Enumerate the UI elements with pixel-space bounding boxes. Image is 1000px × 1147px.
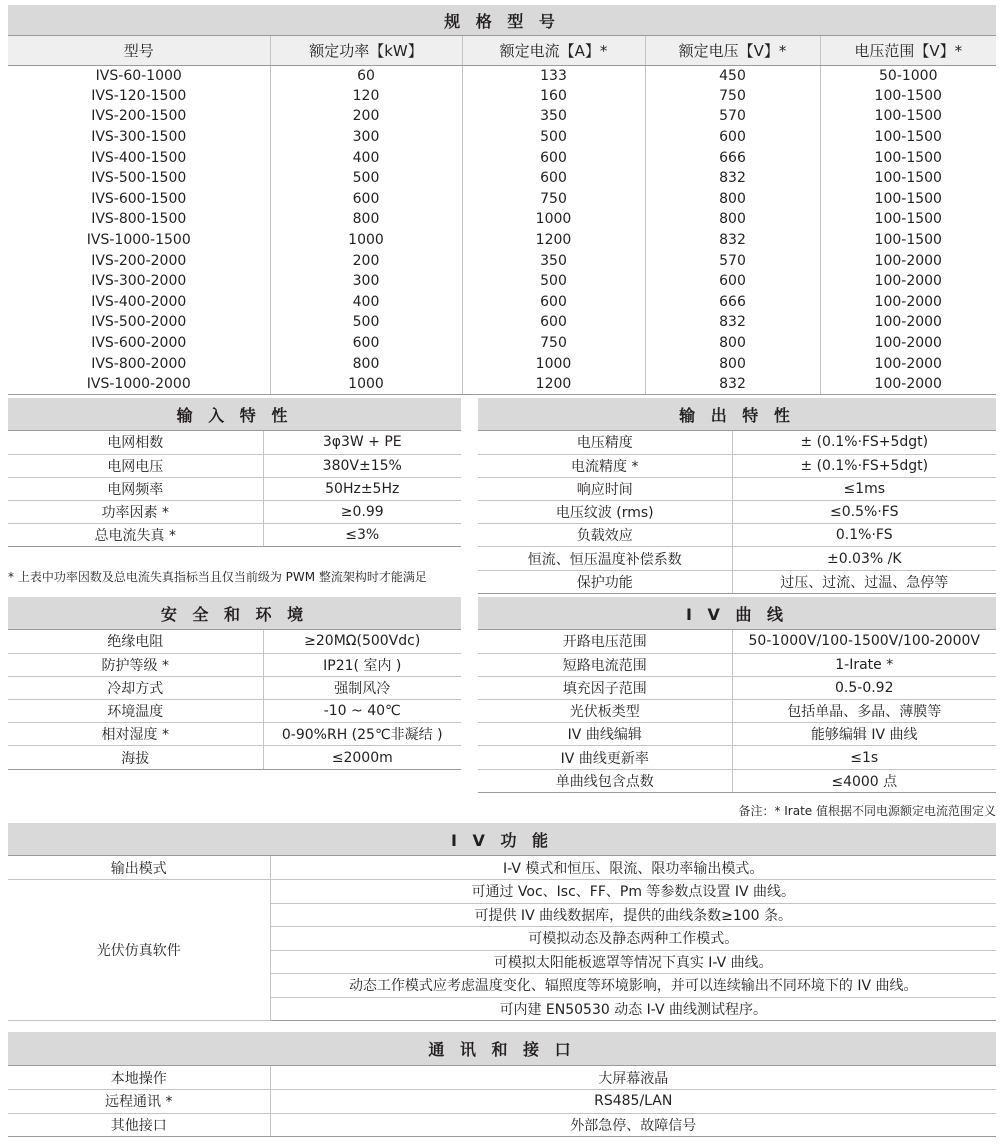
spec-table xyxy=(8,36,996,395)
table-row xyxy=(478,431,996,454)
table-cell: 832 xyxy=(645,230,820,251)
row-label: 响应时间 xyxy=(478,477,732,500)
safety-table xyxy=(8,630,461,770)
row-value: RS485/LAN xyxy=(270,1090,996,1114)
row-value: ± (0.1%·FS+5dgt) xyxy=(732,431,996,454)
row-label: 电网相数 xyxy=(8,431,263,454)
table-cell: 800 xyxy=(645,189,820,210)
output-mode-value: I-V 模式和恒压、限流、限功率输出模式。 xyxy=(270,856,996,880)
row-label: 远程通讯 * xyxy=(8,1090,270,1114)
input-title: 输 入 特 性 xyxy=(8,398,461,431)
table-cell: 750 xyxy=(462,333,645,354)
output-section xyxy=(478,398,996,594)
column-header: 电压范围【V】* xyxy=(820,36,996,65)
table-cell: 50-1000 xyxy=(820,65,996,86)
table-row xyxy=(478,769,996,792)
table-cell: 500 xyxy=(462,127,645,148)
input-note: * 上表中功率因数及总电流失真指标当且仅当前级为 PWM 整流架构时才能满足 xyxy=(8,570,427,584)
table-cell: 750 xyxy=(645,86,820,107)
table-cell: 570 xyxy=(645,106,820,127)
table-row xyxy=(478,570,996,593)
row-value: 3φ3W + PE xyxy=(263,431,461,454)
safety-section xyxy=(8,597,461,770)
iv-curve-title: I V 曲 线 xyxy=(478,597,996,630)
table-cell: 500 xyxy=(270,312,462,333)
column-header: 型号 xyxy=(8,36,270,65)
table-row xyxy=(8,856,996,880)
table-cell: 200 xyxy=(270,250,462,271)
row-label: 其他接口 xyxy=(8,1113,270,1137)
table-cell: 100-1500 xyxy=(820,127,996,148)
row-value: ≤3% xyxy=(263,524,461,547)
table-cell: IVS-600-2000 xyxy=(91,335,187,352)
table-cell: 100-2000 xyxy=(820,250,996,271)
table-cell: 100-1500 xyxy=(820,189,996,210)
row-value: 1-Irate * xyxy=(732,653,996,676)
row-value: ≤4000 点 xyxy=(732,769,996,792)
table-cell: IVS-1000-1500 xyxy=(86,232,191,249)
row-label: 电网电压 xyxy=(8,454,263,477)
table-cell: 600 xyxy=(645,127,820,148)
table-row xyxy=(478,723,996,746)
row-label: 保护功能 xyxy=(478,570,732,593)
table-cell: IVS-200-1500 xyxy=(91,108,187,125)
table-cell: 1000 xyxy=(462,353,645,374)
row-value: 380V±15% xyxy=(263,454,461,477)
table-row xyxy=(478,700,996,723)
row-label: 防护等级 * xyxy=(8,653,263,676)
row-label: 总电流失真 * xyxy=(8,524,263,547)
row-label: 恒流、恒压温度补偿系数 xyxy=(478,547,732,570)
row-value: ≤0.5%·FS xyxy=(732,501,996,524)
pv-software-label: 光伏仿真软件 xyxy=(8,880,270,1021)
table-row xyxy=(8,880,996,904)
table-cell: 600 xyxy=(270,189,462,210)
table-row xyxy=(8,1113,996,1137)
comm-title: 通 讯 和 接 口 xyxy=(8,1032,996,1066)
row-value: ≥0.99 xyxy=(263,501,461,524)
table-row xyxy=(8,209,996,230)
row-value: ≥20MΩ(500Vdc) xyxy=(263,630,461,653)
table-cell: IVS-800-2000 xyxy=(91,355,187,372)
table-row xyxy=(8,630,461,653)
row-label: IV 曲线编辑 xyxy=(478,723,732,746)
table-row xyxy=(8,1090,996,1114)
table-cell: IVS-500-2000 xyxy=(91,314,187,331)
row-label: 相对湿度 * xyxy=(8,723,263,746)
row-label: 电压纹波 (rms) xyxy=(478,501,732,524)
table-row xyxy=(8,501,461,524)
table-row xyxy=(8,312,996,333)
row-label: 光伏板类型 xyxy=(478,700,732,723)
table-row xyxy=(8,250,996,271)
row-label: 短路电流范围 xyxy=(478,653,732,676)
table-row xyxy=(8,676,461,699)
row-value: ≤2000m xyxy=(263,746,461,769)
pv-feature-item: 可提供 IV 曲线数据库，提供的曲线条数≥100 条。 xyxy=(270,903,996,927)
table-cell: 400 xyxy=(270,292,462,313)
table-cell: 800 xyxy=(645,209,820,230)
output-mode-label: 输出模式 xyxy=(8,856,270,880)
iv-curve-note: 备注：* Irate 值根据不同电源额定电流范围定义 xyxy=(738,804,996,818)
spec-section xyxy=(8,5,996,395)
pv-feature-item: 动态工作模式应考虑温度变化、辐照度等环境影响，并可以连续输出不同环境下的 IV 曲线。 xyxy=(270,974,996,998)
table-cell: 500 xyxy=(270,168,462,189)
table-cell: 600 xyxy=(462,292,645,313)
row-value: ±0.03% /K xyxy=(732,547,996,570)
safety-title: 安 全 和 环 境 xyxy=(8,597,461,630)
row-label: 绝缘电阻 xyxy=(8,630,263,653)
row-label: 冷却方式 xyxy=(8,676,263,699)
table-cell: 666 xyxy=(645,147,820,168)
row-value: 强制风冷 xyxy=(263,676,461,699)
table-cell: 100-2000 xyxy=(820,353,996,374)
table-row xyxy=(8,477,461,500)
table-cell: 832 xyxy=(645,374,820,395)
table-row xyxy=(8,106,996,127)
table-cell: 133 xyxy=(462,65,645,86)
table-cell: 600 xyxy=(462,312,645,333)
iv-curve-section xyxy=(478,597,996,793)
row-value: ± (0.1%·FS+5dgt) xyxy=(732,454,996,477)
iv-function-section xyxy=(8,823,996,1021)
row-label: 负载效应 xyxy=(478,524,732,547)
table-row xyxy=(478,746,996,769)
row-label: 单曲线包含点数 xyxy=(478,769,732,792)
pv-feature-item: 可通过 Voc、Isc、FF、Pm 等参数点设置 IV 曲线。 xyxy=(270,880,996,904)
table-cell: 100-2000 xyxy=(820,333,996,354)
table-cell: IVS-400-1500 xyxy=(91,149,187,166)
table-cell: 300 xyxy=(270,271,462,292)
table-cell: 800 xyxy=(270,209,462,230)
row-value: ≤1ms xyxy=(732,477,996,500)
table-row xyxy=(8,230,996,251)
table-row xyxy=(478,547,996,570)
table-row xyxy=(8,333,996,354)
table-cell: 100-1500 xyxy=(820,106,996,127)
table-cell: 600 xyxy=(462,147,645,168)
table-cell: 120 xyxy=(270,86,462,107)
row-label: 环境温度 xyxy=(8,700,263,723)
table-cell: 350 xyxy=(462,106,645,127)
table-row xyxy=(8,454,461,477)
table-cell: 1200 xyxy=(462,230,645,251)
table-row xyxy=(8,431,461,454)
table-row xyxy=(8,374,996,395)
row-value: 包括单晶、多晶、薄膜等 xyxy=(732,700,996,723)
iv-curve-table xyxy=(478,630,996,793)
table-cell: 832 xyxy=(645,312,820,333)
iv-function-title: I V 功 能 xyxy=(8,823,996,856)
table-cell: 800 xyxy=(645,353,820,374)
row-value: ≤1s xyxy=(732,746,996,769)
table-row xyxy=(8,524,461,547)
table-cell: 450 xyxy=(645,65,820,86)
row-label: 开路电压范围 xyxy=(478,630,732,653)
row-value: 0.1%·FS xyxy=(732,524,996,547)
table-cell: 60 xyxy=(270,65,462,86)
input-section xyxy=(8,398,461,547)
table-row xyxy=(8,189,996,210)
table-cell: 570 xyxy=(645,250,820,271)
table-cell: 200 xyxy=(270,106,462,127)
table-row xyxy=(478,524,996,547)
table-cell: 500 xyxy=(462,271,645,292)
table-cell: 1000 xyxy=(462,209,645,230)
table-cell: IVS-400-2000 xyxy=(91,293,187,310)
row-value: 大屏幕液晶 xyxy=(270,1066,996,1090)
row-value: 50-1000V/100-1500V/100-2000V xyxy=(732,630,996,653)
table-cell: 1000 xyxy=(270,230,462,251)
row-label: 电压精度 xyxy=(478,431,732,454)
table-cell: 600 xyxy=(645,271,820,292)
table-cell: 100-1500 xyxy=(820,230,996,251)
row-label: 本地操作 xyxy=(8,1066,270,1090)
pv-feature-item: 可内建 EN50530 动态 I-V 曲线测试程序。 xyxy=(270,997,996,1021)
table-cell: 832 xyxy=(645,168,820,189)
comm-section xyxy=(8,1032,996,1137)
table-cell: 600 xyxy=(462,168,645,189)
output-table xyxy=(478,431,996,594)
iv-function-table xyxy=(8,856,996,1021)
table-cell: 1000 xyxy=(270,374,462,395)
row-value: 0.5-0.92 xyxy=(732,676,996,699)
table-cell: 1200 xyxy=(462,374,645,395)
table-row xyxy=(478,454,996,477)
table-cell: IVS-1000-2000 xyxy=(8,374,270,395)
table-row xyxy=(478,501,996,524)
pv-feature-item: 可模拟太阳能板遮罩等情况下真实 I-V 曲线。 xyxy=(270,950,996,974)
table-cell: 100-1500 xyxy=(820,209,996,230)
row-value: 外部急停、故障信号 xyxy=(270,1113,996,1137)
table-cell: 100-2000 xyxy=(820,312,996,333)
table-cell: 600 xyxy=(270,333,462,354)
table-row xyxy=(478,676,996,699)
row-label: 电流精度 * xyxy=(478,454,732,477)
table-row xyxy=(478,477,996,500)
row-value: 0-90%RH (25℃非凝结 ) xyxy=(263,723,461,746)
row-value: IP21( 室内 ) xyxy=(263,653,461,676)
table-row xyxy=(8,746,461,769)
table-cell: IVS-500-1500 xyxy=(91,170,187,187)
row-label: IV 曲线更新率 xyxy=(478,746,732,769)
table-cell: 300 xyxy=(270,127,462,148)
table-cell: 666 xyxy=(645,292,820,313)
table-cell: 100-2000 xyxy=(820,271,996,292)
table-cell: 800 xyxy=(270,353,462,374)
table-row xyxy=(8,292,996,313)
table-cell: 100-1500 xyxy=(820,168,996,189)
table-cell: 100-2000 xyxy=(820,374,996,395)
table-cell: IVS-300-1500 xyxy=(91,129,187,146)
column-header: 额定功率【kW】 xyxy=(270,36,462,65)
table-cell: 800 xyxy=(645,333,820,354)
table-cell: 100-1500 xyxy=(820,86,996,107)
table-cell: 160 xyxy=(462,86,645,107)
comm-table xyxy=(8,1066,996,1137)
row-label: 电网频率 xyxy=(8,477,263,500)
table-cell: 750 xyxy=(462,189,645,210)
table-cell: 100-2000 xyxy=(820,292,996,313)
output-title: 输 出 特 性 xyxy=(478,398,996,431)
table-cell: IVS-200-2000 xyxy=(91,252,187,269)
table-row xyxy=(8,65,996,86)
table-cell: 100-1500 xyxy=(820,147,996,168)
row-label: 功率因素 * xyxy=(8,501,263,524)
row-value: -10 ~ 40℃ xyxy=(263,700,461,723)
table-cell: 350 xyxy=(462,250,645,271)
table-row xyxy=(478,630,996,653)
row-label: 填充因子范围 xyxy=(478,676,732,699)
table-row xyxy=(8,271,996,292)
table-row xyxy=(8,1066,996,1090)
row-value: 能够编辑 IV 曲线 xyxy=(732,723,996,746)
column-header: 额定电流【A】* xyxy=(462,36,645,65)
input-table xyxy=(8,431,461,547)
table-row xyxy=(8,127,996,148)
table-cell: IVS-120-1500 xyxy=(91,87,187,104)
table-cell: IVS-300-2000 xyxy=(91,273,187,290)
table-row xyxy=(8,147,996,168)
row-value: 过压、过流、过温、急停等 xyxy=(732,570,996,593)
column-header: 额定电压【V】* xyxy=(645,36,820,65)
table-row xyxy=(8,353,996,374)
pv-feature-item: 可模拟动态及静态两种工作模式。 xyxy=(270,927,996,951)
table-row xyxy=(8,700,461,723)
table-row xyxy=(8,168,996,189)
table-cell: 400 xyxy=(270,147,462,168)
table-row xyxy=(8,723,461,746)
table-cell: IVS-800-1500 xyxy=(91,211,187,228)
table-row xyxy=(8,86,996,107)
row-label: 海拔 xyxy=(8,746,263,769)
table-cell: IVS-600-1500 xyxy=(91,190,187,207)
spec-title: 规 格 型 号 xyxy=(8,5,996,36)
table-row xyxy=(478,653,996,676)
table-row xyxy=(8,653,461,676)
row-value: 50Hz±5Hz xyxy=(263,477,461,500)
table-cell: IVS-60-1000 xyxy=(95,67,182,84)
